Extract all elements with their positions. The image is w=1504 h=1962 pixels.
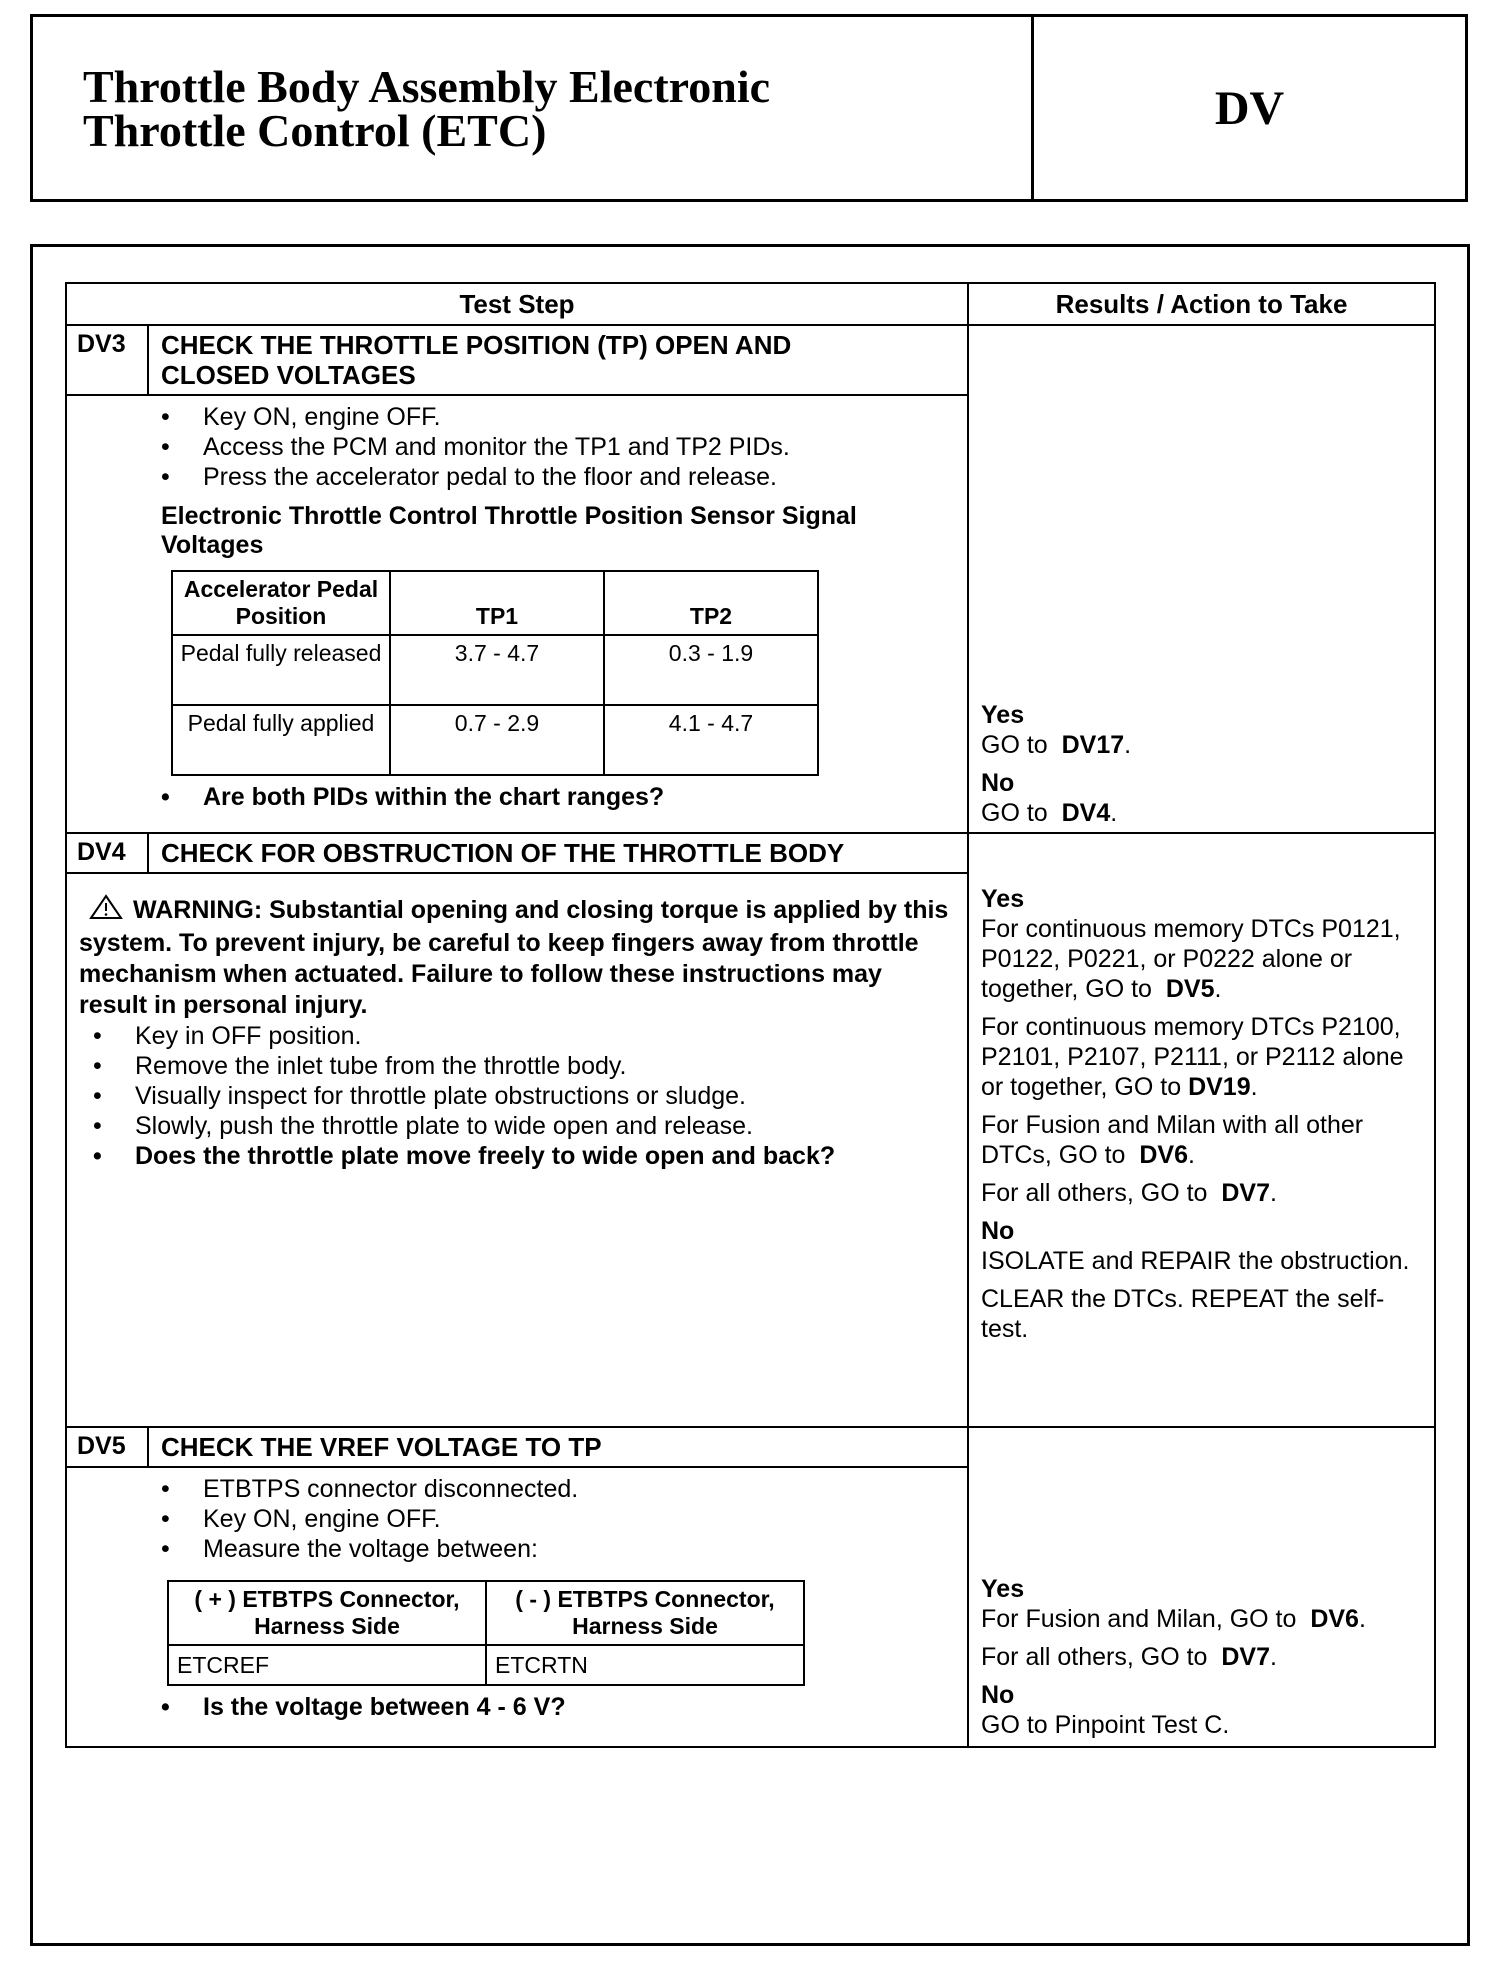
table-header: ( - ) ETBTPS Connector, Harness Side [486,1581,804,1645]
table-cell: Pedal fully released [172,635,390,705]
yes-label: Yes [981,1575,1025,1603]
results-dv5 [969,1428,1434,1746]
step-body [67,1468,967,1728]
table-header: ( + ) ETBTPS Connector, Harness Side [168,1581,486,1645]
list-item: • ETBTPS connector disconnected. [161,1475,579,1503]
list-item: • Key ON, engine OFF. [161,1505,441,1533]
step-title: CHECK THE THROTTLE POSITION (TP) OPEN AND CLOSED VOLTAGES [161,330,792,390]
question: • Does the throttle plate move freely to wide open and back? [93,1142,836,1170]
results-dv4 [969,834,1434,1426]
yes-action: GO to DV17. [981,731,1132,759]
yes-action: For continuous memory DTCs P0121, P0122, P0221, or P0222 alone or together, GO to DV5. [981,915,1401,1003]
yes-action: For Fusion and Milan with all other DTCs, GO to DV6. [981,1111,1364,1169]
title-line-2: Throttle Control (ETC) [83,105,547,156]
col-header-results: Results / Action to Take [1055,288,1348,319]
tp-voltage-chart [171,570,819,776]
col-header-test-step: Test Step [67,284,969,324]
chart-header: Accelerator Pedal Position [172,571,390,635]
no-action: GO to Pinpoint Test C. [981,1711,1230,1739]
step-id: DV3 [67,326,149,394]
step-dv4 [67,834,1434,1428]
no-action: CLEAR the DTCs. REPEAT the self-test. [981,1285,1385,1343]
table-cell: ETCRTN [486,1645,804,1685]
no-action: GO to DV4. [981,799,1118,827]
yes-action: For all others, GO to DV7. [981,1643,1277,1671]
list-item: • Access the PCM and monitor the TP1 and TP2 PIDs. [161,433,790,461]
step-id: DV4 [67,834,149,872]
table-row [172,705,818,775]
step-title: CHECK FOR OBSTRUCTION OF THE THROTTLE BODY [161,838,845,868]
table-row [168,1645,804,1685]
step-head [67,834,967,874]
no-label: No [981,769,1015,797]
question: • Is the voltage between 4 - 6 V? [161,1693,566,1721]
list-item: • Remove the inlet tube from the throttle body. [93,1052,627,1080]
page-header [30,14,1468,202]
warning-icon [89,894,123,928]
table-cell: 0.3 - 1.9 [604,635,818,705]
question: • Are both PIDs within the chart ranges? [161,783,665,811]
page-title [33,17,1034,199]
table-cell: 3.7 - 4.7 [390,635,604,705]
table-row [172,635,818,705]
yes-action: For continuous memory DTCs P2100, P2101, P2107, P2111, or P2112 alone or together, GO to DV19. [981,1013,1404,1101]
chart-header: TP2 [604,571,818,635]
list-item: • Measure the voltage between: [161,1535,538,1563]
table-cell: ETCREF [168,1645,486,1685]
step-body [67,874,967,1177]
warning-box [79,894,955,1021]
no-label: No [981,1681,1015,1709]
test-table [65,282,1436,1748]
step-id: DV5 [67,1428,149,1466]
list-item: • Visually inspect for throttle plate obstructions or sludge. [93,1082,746,1110]
yes-action: For Fusion and Milan, GO to DV6. [981,1605,1366,1633]
section-code: DV [1214,81,1285,135]
list-item: • Press the accelerator pedal to the floor and release. [161,463,777,491]
step-dv5 [67,1428,1434,1746]
yes-label: Yes [981,701,1025,729]
chart-header: TP1 [390,571,604,635]
measurement-table [167,1580,805,1686]
chart-title: Electronic Throttle Control Throttle Position Sensor Signal Voltages [161,502,857,559]
list-item: • Key ON, engine OFF. [161,403,441,431]
table-cell: 0.7 - 2.9 [390,705,604,775]
results-dv3 [969,326,1434,832]
step-dv3 [67,326,1434,834]
no-action: ISOLATE and REPAIR the obstruction. [981,1247,1410,1275]
step-head [67,1428,967,1468]
no-label: No [981,1217,1015,1245]
yes-label: Yes [981,885,1025,913]
step-head [67,326,967,396]
yes-action: For all others, GO to DV7. [981,1179,1277,1207]
title-line-1: Throttle Body Assembly Electronic [83,61,771,112]
step-body [67,396,967,818]
list-item: • Slowly, push the throttle plate to wide open and release. [93,1112,753,1140]
list-item: • Key in OFF position. [93,1022,362,1050]
table-header-row [67,284,1434,326]
table-cell: Pedal fully applied [172,705,390,775]
step-title: CHECK THE VREF VOLTAGE TO TP [161,1432,602,1462]
table-cell: 4.1 - 4.7 [604,705,818,775]
warning-text: WARNING: Substantial opening and closing torque is applied by this system. To prevent injury, be careful to keep fingers away from throttle mechanism when actuated. Failure to follow these instructions may result in personal injury. [79,896,949,1019]
